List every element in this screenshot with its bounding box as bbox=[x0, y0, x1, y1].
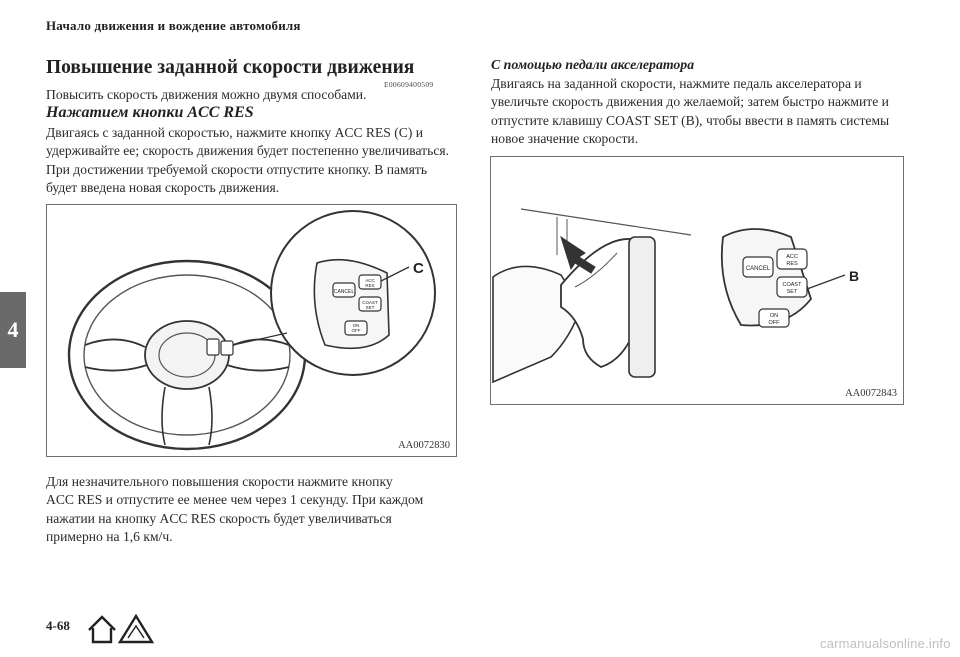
text-line: новое значение скорости. bbox=[491, 131, 639, 147]
section-title: Повышение заданной скорости движения bbox=[46, 57, 415, 78]
off-label-right: OFF bbox=[768, 320, 780, 326]
running-header: Начало движения и вождение автомобиля bbox=[46, 18, 301, 33]
set-label: SET bbox=[365, 305, 375, 310]
text-line: Двигаясь с заданной скоростью, нажмите кнопку ACC RES (C) и bbox=[46, 125, 424, 140]
short-press-paragraph bbox=[46, 473, 466, 547]
res-label: RES bbox=[365, 283, 375, 288]
subheading-accelerator: С помощью педали акселератора bbox=[491, 57, 695, 72]
contents-icon[interactable] bbox=[120, 616, 152, 642]
pedal-figure bbox=[490, 156, 904, 405]
acc-label-right: ACC bbox=[786, 254, 798, 260]
cancel-label-right: CANCEL bbox=[745, 266, 771, 272]
callout-c: C bbox=[413, 260, 424, 277]
pedal-illustration bbox=[491, 157, 903, 404]
text-line: примерно на 1,6 км/ч. bbox=[46, 529, 173, 545]
figure-code: AA0072830 bbox=[398, 440, 450, 451]
home-icon[interactable] bbox=[89, 617, 115, 642]
steering-wheel-illustration bbox=[47, 205, 456, 456]
page-nav bbox=[86, 612, 154, 651]
text-line: Двигаясь на заданной скорости, нажмите педаль акселератора и bbox=[491, 76, 862, 91]
chapter-tab bbox=[0, 292, 26, 368]
callout-b: B bbox=[849, 268, 860, 284]
text-line: будет введена новая скорость движения. bbox=[46, 180, 280, 196]
watermark: carmanualsonline.info bbox=[820, 636, 951, 651]
acc-label: ACC bbox=[365, 278, 375, 283]
intro-text: Повысить скорость движения можно двумя способами. bbox=[46, 87, 367, 102]
res-label-right: RES bbox=[786, 261, 798, 267]
text-line: отпустите клавишу COAST SET (B), чтобы ввести в память системы bbox=[491, 112, 890, 128]
off-label: OFF bbox=[351, 328, 361, 333]
steering-wheel-figure bbox=[46, 204, 457, 457]
subheading-acc-res: Нажатием кнопки ACC RES bbox=[46, 104, 254, 121]
text-line: Для незначительного повышения скорости нажмите кнопку bbox=[46, 474, 393, 489]
text-line: удерживайте ее; скорость движения будет постепенно увеличиваться. bbox=[46, 143, 450, 159]
on-label: ON bbox=[352, 323, 360, 328]
figure-code: AA0072843 bbox=[845, 388, 897, 399]
set-label-right: SET bbox=[786, 289, 798, 295]
cancel-label: CANCEL bbox=[333, 289, 355, 295]
section-code: E00609400509 bbox=[384, 80, 434, 89]
coast-label: COAST bbox=[362, 300, 378, 305]
text-line: нажатии на кнопку ACC RES скорость будет увеличиваться bbox=[46, 510, 392, 526]
text-line: ACC RES и отпустите ее менее чем через 1 секунду. При каждом bbox=[46, 492, 424, 508]
acc-res-paragraph bbox=[46, 124, 466, 198]
chapter-number: 4 bbox=[7, 317, 19, 342]
accelerator-paragraph bbox=[491, 75, 911, 149]
coast-label-right: COAST bbox=[782, 282, 802, 288]
text-line: При достижении требуемой скорости отпустите кнопку. В память bbox=[46, 161, 428, 177]
page-number: 4-68 bbox=[46, 618, 70, 633]
on-label-right: ON bbox=[769, 313, 779, 319]
text-line: увеличьте скорость движения до желаемой; затем быстро нажмите и bbox=[491, 94, 889, 110]
